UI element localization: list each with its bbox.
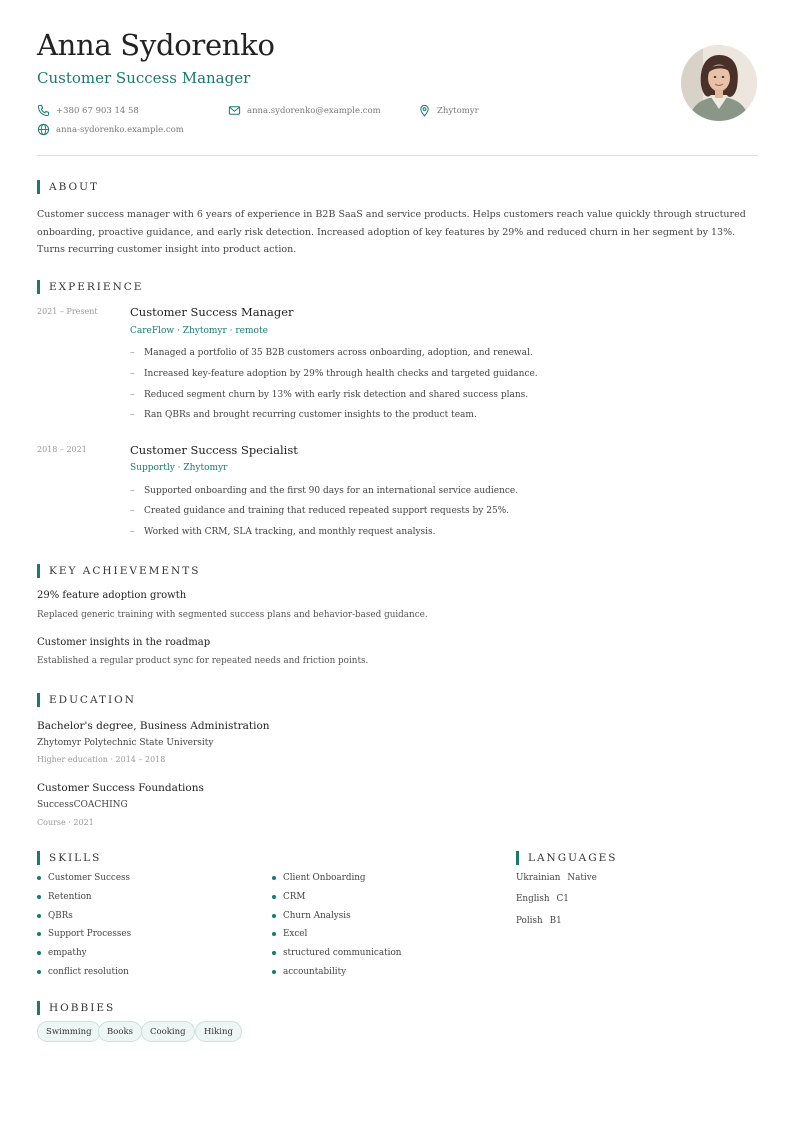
job-bullet: – Worked with CRM, SLA tracking, and monthly request analysis. [130, 527, 436, 537]
skill-item: accountability [272, 967, 346, 977]
mail-icon [228, 104, 241, 117]
heading-accent-bar [37, 564, 40, 578]
skill-item: Customer Success [37, 873, 130, 883]
profile-photo [681, 45, 757, 121]
portrait-image [681, 45, 757, 121]
job-bullet: – Created guidance and training that reduced repeated support requests by 25%. [130, 506, 510, 516]
job-bullet: – Ran QBRs and brought recurring customer insights to the product team. [130, 410, 477, 420]
skill-item: empathy [37, 948, 87, 958]
bullet-dot [272, 951, 276, 955]
skill-item: structured communication [272, 948, 401, 958]
section-heading-education: EDUCATION [37, 693, 136, 707]
job-role: Customer Success Specialist [130, 443, 298, 457]
header-divider [37, 155, 758, 156]
candidate-name: Anna Sydorenko [37, 28, 275, 62]
heading-accent-bar [37, 693, 40, 707]
contact-phone: +380 67 903 14 58 [37, 104, 139, 117]
education-title: Customer Success Foundations [37, 782, 204, 794]
hobby-chip: Swimming [37, 1021, 101, 1042]
job-bullet: – Managed a portfolio of 35 B2B customers across onboarding, adoption, and renewal. [130, 348, 533, 358]
bullet-dot [37, 895, 41, 899]
hobby-chip: Hiking [195, 1021, 242, 1042]
job-bullet: – Increased key-feature adoption by 29% through health checks and targeted guidance. [130, 369, 538, 379]
candidate-title: Customer Success Manager [37, 69, 251, 87]
section-heading-experience: EXPERIENCE [37, 280, 143, 294]
skill-item: QBRs [37, 911, 73, 921]
bullet-dot [272, 932, 276, 936]
bullet-dot [37, 970, 41, 974]
education-meta: Higher education · 2014 – 2018 [37, 755, 166, 764]
bullet-dot [272, 970, 276, 974]
skill-item: Excel [272, 929, 307, 939]
heading-accent-bar [37, 280, 40, 294]
contact-location: Zhytomyr [418, 104, 479, 117]
bullet-dot [37, 914, 41, 918]
section-heading-languages: LANGUAGES [516, 851, 618, 865]
achievement-title: Customer insights in the roadmap [37, 637, 211, 648]
education-institution: Zhytomyr Polytechnic State University [37, 738, 214, 748]
heading-accent-bar [516, 851, 519, 865]
achievement-description: Replaced generic training with segmented success plans and behavior-based guidance. [37, 610, 428, 620]
heading-accent-bar [37, 1001, 40, 1015]
bullet-dot [37, 932, 41, 936]
skill-item: Churn Analysis [272, 911, 351, 921]
bullet-dot [272, 895, 276, 899]
education-institution: SuccessCOACHING [37, 800, 128, 810]
contact-email[interactable]: anna.sydorenko@example.com [228, 104, 381, 117]
achievement-description: Established a regular product sync for repeated needs and friction points. [37, 656, 369, 666]
about-text: Customer success manager with 6 years of experience in B2B SaaS and service products. Helps customers reach value quickly through structured onboarding, proactive guidance, and early risk detection. Increased adoption of key features by 29% and reduced churn in her segment by 13%. Turns recurring customer insight into product action. [37, 209, 746, 255]
language-item: Polish B1 [516, 916, 562, 926]
bullet-dot [272, 876, 276, 880]
bullet-dot [272, 914, 276, 918]
job-role: Customer Success Manager [130, 305, 294, 319]
location-pin-icon [418, 104, 431, 117]
education-meta: Course · 2021 [37, 818, 94, 827]
language-item: English C1 [516, 894, 569, 904]
skill-item: Client Onboarding [272, 873, 366, 883]
globe-icon [37, 123, 50, 136]
hobby-chip: Books [98, 1021, 142, 1042]
contact-website[interactable]: anna-sydorenko.example.com [37, 123, 184, 136]
education-title: Bachelor's degree, Business Administration [37, 720, 270, 732]
section-heading-skills: SKILLS [37, 851, 101, 865]
job-organization: CareFlow · Zhytomyr · remote [130, 326, 268, 336]
language-item: Ukrainian Native [516, 873, 597, 883]
section-heading-achievements: KEY ACHIEVEMENTS [37, 564, 200, 578]
bullet-dot [37, 876, 41, 880]
phone-icon [37, 104, 50, 117]
section-heading-about: ABOUT [37, 180, 99, 194]
hobby-chip: Cooking [141, 1021, 195, 1042]
job-dates: 2021 – Present [37, 307, 98, 316]
skill-item: CRM [272, 892, 305, 902]
job-bullet: – Supported onboarding and the first 90 days for an international service audience. [130, 486, 519, 496]
skill-item: Retention [37, 892, 92, 902]
job-bullet: – Reduced segment churn by 13% with early risk detection and shared success plans. [130, 390, 529, 400]
section-heading-hobbies: HOBBIES [37, 1001, 115, 1015]
skill-item: Support Processes [37, 929, 131, 939]
achievement-title: 29% feature adoption growth [37, 590, 187, 601]
skill-item: conflict resolution [37, 967, 129, 977]
heading-accent-bar [37, 180, 40, 194]
bullet-dot [37, 951, 41, 955]
heading-accent-bar [37, 851, 40, 865]
job-organization: Supportly · Zhytomyr [130, 463, 228, 473]
job-dates: 2018 – 2021 [37, 445, 87, 454]
